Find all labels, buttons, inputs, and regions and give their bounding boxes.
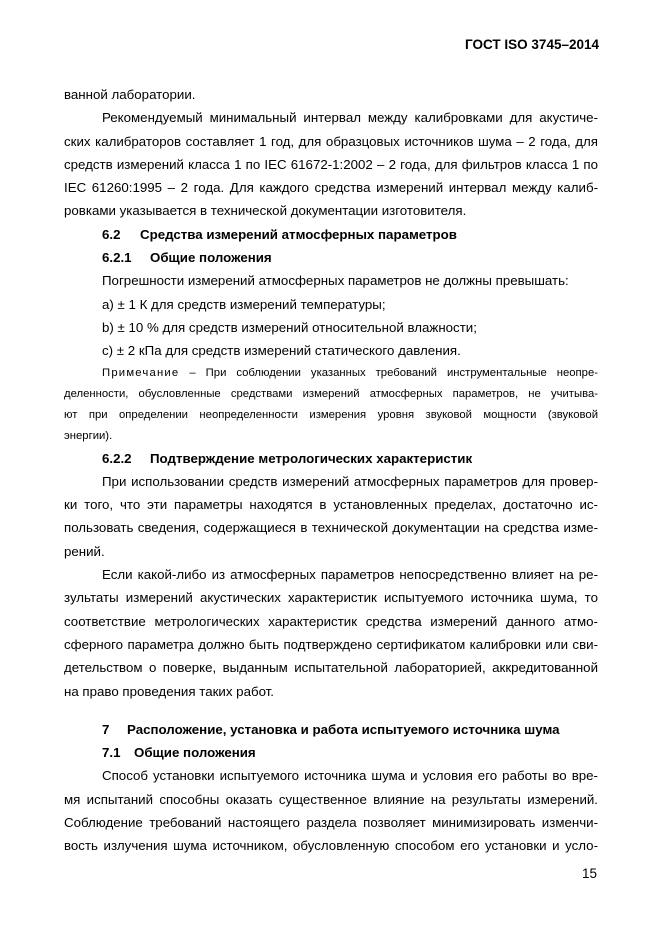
paragraph-continuation: ванной лаборатории.	[64, 87, 196, 102]
text-line: При использовании средств измерений атмосферных параметров для провер-	[102, 473, 598, 489]
document-body	[64, 83, 598, 858]
text-line: детельством о поверке, выданным испытательной лабораторией, аккредитованной	[64, 660, 598, 676]
section-number: 6.2	[102, 226, 121, 242]
note-line	[64, 363, 598, 384]
text-line: Соблюдение требований настоящего раздела позволяет минимизировать изменчи-	[64, 815, 598, 831]
paragraph-certification	[64, 563, 598, 703]
note-line: ют при определении неопределенности измерения уровня звуковой мощности (звуковой	[64, 408, 598, 421]
note-block	[64, 363, 598, 447]
text-line: соответствие метрологических характеристик средства измерений данного атмо-	[64, 613, 598, 629]
section-number: 6.2.2	[102, 450, 132, 466]
text-line: Способ установки испытуемого источника шума и условия его работы во вре-	[102, 768, 598, 784]
text-line: мя испытаний способны оказать существенное влияние на результаты измерений.	[64, 791, 598, 807]
note-line: энергии).	[64, 429, 113, 442]
section-spacer	[64, 703, 598, 718]
text-line: сферного параметра должно быть подтверждено сертификатом калибровки или сви-	[64, 636, 598, 652]
paragraph-calibration-interval	[64, 106, 598, 222]
text-line: IEC 61260:1995 – 2 года. Для каждого средства измерений интервал между калиб-	[64, 180, 598, 196]
section-title: Расположение, установка и работа испытуемого источника шума	[127, 721, 560, 737]
document-header: ГОСТ ISO 3745–2014	[465, 37, 599, 52]
section-heading-6-2-1	[64, 246, 598, 269]
limits-intro: Погрешности измерений атмосферных параметров не должны превышать:	[102, 273, 569, 289]
text-line: пользовать сведения, содержащиеся в технической документации на средства изме-	[64, 520, 598, 536]
note-label: Примечание	[102, 366, 180, 379]
section-heading-6-2	[64, 223, 598, 246]
text-line: на право проведения таких работ.	[64, 683, 274, 699]
section-number: 7.1	[102, 745, 121, 761]
section-title: Подтверждение метрологических характеристик	[150, 450, 473, 466]
text-line: ки того, что эти параметры находятся в установленных пределах, достаточно ис-	[64, 497, 598, 513]
text-line: вость излучения шума источником, обусловленную способом его установки и усло-	[64, 838, 598, 854]
section-heading-7-1	[64, 741, 598, 764]
text-line: рений.	[64, 543, 105, 559]
section-title: Средства измерений атмосферных параметров	[140, 226, 457, 242]
section-title: Общие положения	[134, 745, 256, 761]
list-item: а) ± 1 К для средств измерений температуры;	[102, 296, 386, 312]
text-line: ровками указывается в технической документации изготовителя.	[64, 203, 467, 219]
note-text: – При соблюдении указанных требований инструментальные неопре-	[189, 366, 598, 379]
list-item: c) ± 2 кПа для средств измерений статического давления.	[102, 343, 461, 359]
section-heading-6-2-2	[64, 447, 598, 470]
section-heading-7	[64, 718, 598, 741]
text-line: Если какой-либо из атмосферных параметров непосредственно влияет на ре-	[102, 567, 598, 583]
paragraph-installation	[64, 764, 598, 857]
paragraph-verification	[64, 470, 598, 563]
text-line: Рекомендуемый минимальный интервал между калибровками для акустиче-	[102, 110, 598, 126]
page-number: 15	[581, 866, 597, 881]
section-title: Общие положения	[150, 250, 272, 266]
text-line: зультаты измерений акустических характеристик испытуемого источника шума, то	[64, 590, 598, 606]
list-item: b) ± 10 % для средств измерений относительной влажности;	[102, 319, 477, 335]
section-number: 6.2.1	[102, 250, 132, 266]
note-line: деленности, обусловленные средствами измерений атмосферных параметров, не учитыва-	[64, 387, 598, 400]
text-line: ских калибраторов составляет 1 год, для образцовых источников шума – 2 года, для	[64, 133, 598, 149]
text-line: средств измерений класса 1 по IEC 61672-1:2002 – 2 года, для фильтров класса 1 по	[64, 156, 598, 172]
section-number: 7	[102, 721, 110, 737]
